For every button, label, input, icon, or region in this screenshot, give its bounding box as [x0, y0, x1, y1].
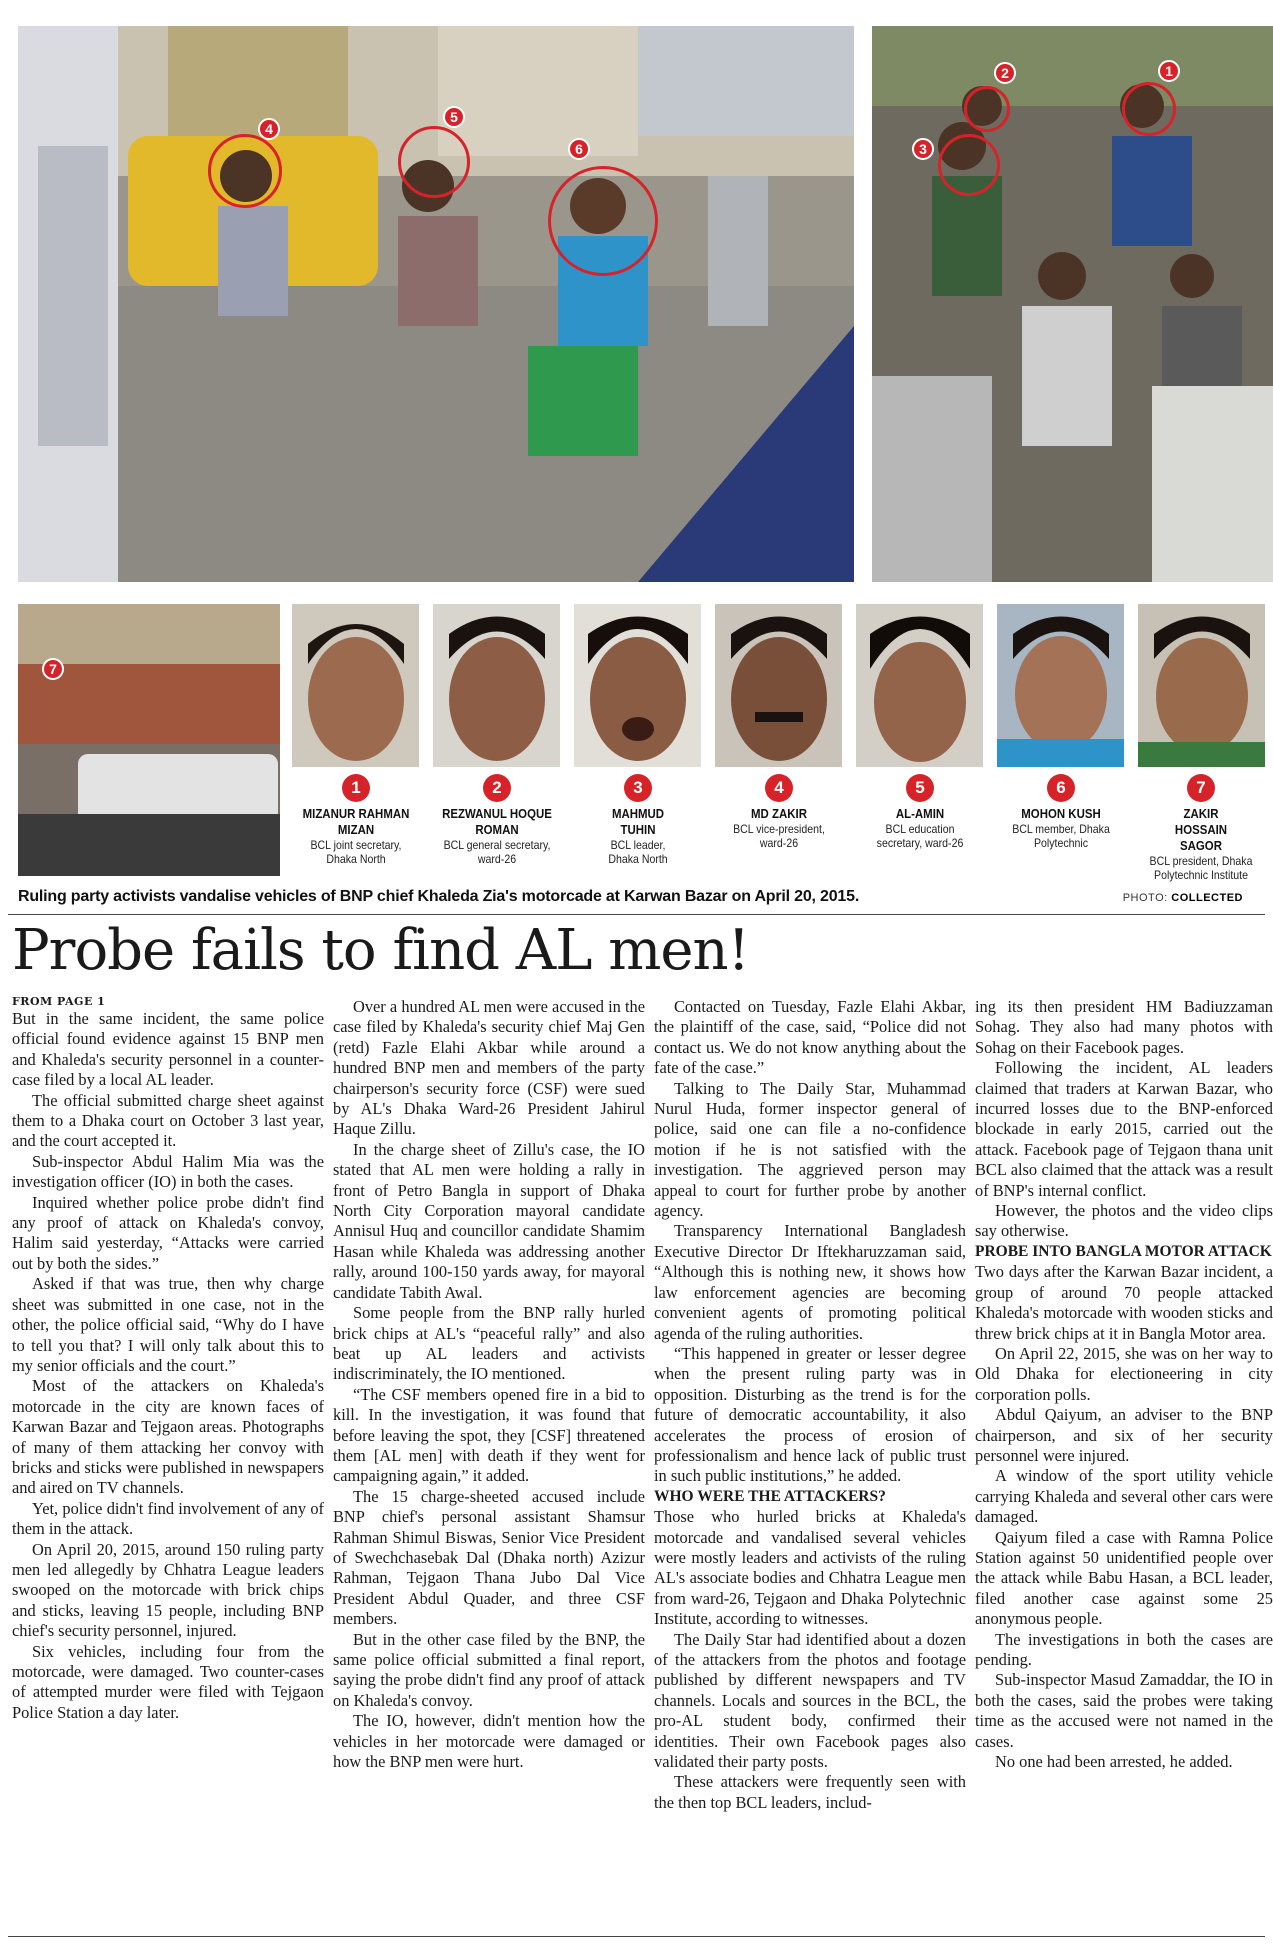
person-role: BCL general secretary, ward-26	[443, 838, 551, 866]
article-column-3	[654, 997, 966, 1813]
person-number: 5	[906, 774, 934, 802]
paragraph: Contacted on Tuesday, Fazle Elahi Akbar, the plaintiff of the case, said, “Police did not contact us. We do not know anything about the fate of the case.”	[654, 997, 966, 1078]
credit-value: COLLECTED	[1171, 892, 1243, 904]
marker-7: 7	[42, 658, 64, 680]
person-number: 2	[483, 774, 511, 802]
paragraph: ing its then president HM Badiuzzaman Sohag. They also had many photos with Sohag on their Facebook pages.	[975, 997, 1273, 1057]
person-role: BCL president, Dhaka Polytechnic Institute	[1149, 854, 1253, 882]
portrait-3	[574, 604, 701, 767]
highlight-ring-3	[938, 134, 1000, 196]
paragraph: Sub-inspector Masud Zamaddar, the IO in both the cases, said the probes were taking time as the accused were not named in the cases.	[975, 1670, 1273, 1751]
paragraph: Yet, police didn't find involvement of any of them in the attack.	[12, 1498, 324, 1539]
paragraph: The Daily Star had identified about a dozen of the attackers from the photos and footage published by different newspapers and TV channels. Locals and sources in the BCL, the pro-AL student body, confirmed their identities. Their own Facebook pages also validated their party posts.	[654, 1629, 966, 1772]
kicker: FROM PAGE 1	[12, 995, 106, 1008]
paragraph: Talking to The Daily Star, Muhammad Nurul Huda, former inspector general of police, said one can file a no-confidence motion if he is not satisfied with the investigation. The aggrieved person may appeal to court for further probe by another agency.	[654, 1078, 966, 1221]
person-card-1	[286, 774, 426, 866]
paragraph: “This happened in greater or lesser degree when the present ruling party was in opposition. Disturbing as the trend is for the future of democratic accountability, it also accelerates the process of erosion of professionalism and hence lack of public trust in such public institutions,” he added.	[654, 1343, 966, 1486]
portrait-6	[997, 604, 1124, 767]
person-role: BCL member, Dhaka Polytechnic	[1012, 822, 1110, 850]
paragraph: Abdul Qaiyum, an adviser to the BNP chairperson, and six of her security personnel were injured.	[975, 1405, 1273, 1465]
person-card-3	[568, 774, 708, 866]
person-name: ZAKIR HOSSAIN SAGOR	[1174, 806, 1228, 853]
person-number: 3	[624, 774, 652, 802]
marker-4: 4	[258, 118, 280, 140]
paragraph: Qaiyum filed a case with Ramna Police Station against 50 unidentified people over the attack while Babu Hasan, a BCL leader, filed another case against some 25 anonymous people.	[975, 1527, 1273, 1629]
photo-credit	[1123, 892, 1243, 904]
paragraph: Six vehicles, including four from the motorcade, were damaged. Two counter-cases of attempted murder were filed with Tejgaon Police Station a day later.	[12, 1641, 324, 1722]
person-card-4	[709, 774, 849, 850]
portrait-7	[1138, 604, 1265, 767]
paragraph: The investigations in both the cases are pending.	[975, 1629, 1273, 1669]
paragraph: Sub-inspector Abdul Halim Mia was the investigation officer (IO) in both the cases.	[12, 1151, 324, 1192]
article-column-1	[12, 995, 324, 1723]
portrait-1	[292, 604, 419, 767]
marker-5: 5	[443, 106, 465, 128]
paragraph: A window of the sport utility vehicle carrying Khaleda and several other cars were damaged.	[975, 1466, 1273, 1527]
person-card-6	[991, 774, 1131, 850]
paragraph: Most of the attackers on Khaleda's motorcade in the city are known faces of Karwan Bazar and Tejgaon areas. Photographs of many of them attacking her convoy with bricks and sticks were published in newspapers and aired on TV channels.	[12, 1376, 324, 1498]
paragraph: Over a hundred AL men were accused in the case filed by Khaleda's security chief Maj Gen (retd) Fazle Elahi Akbar while around a hundred BNP men and members of the party chairperson's security force (CSF) were sued by AL's Dhaka Ward-26 President Jahirul Haque Zillu.	[333, 997, 645, 1139]
marker-2: 2	[994, 62, 1016, 84]
paragraph: Some people from the BNP rally hurled brick chips at AL's “peaceful rally” and also beat up AL leaders and activists indiscriminately, the IO mentioned.	[333, 1303, 645, 1384]
person-name: MAHMUD TUHIN	[611, 806, 665, 837]
marker-3: 3	[912, 138, 934, 160]
article-column-4	[975, 997, 1273, 1772]
person-card-2	[427, 774, 567, 866]
bottom-rule	[8, 1936, 1265, 1937]
highlight-ring-4	[208, 134, 282, 208]
paragraph: In the charge sheet of Zillu's case, the IO stated that AL men were holding a rally in front of Petro Bangla in support of Dhaka North City Corporation mayoral candidate Annisul Huq and councillor candidate Shamim Hasan while Khaleda was addressing another rally, around 100-150 yards away, for mayoral candidate Tabith Awal.	[333, 1139, 645, 1302]
person-name: MOHON KUSH	[1021, 806, 1101, 821]
paragraph: Two days after the Karwan Bazar incident, a group of around 70 people attacked Khaleda's motorcade with wooden sticks and threw brick chips at it in Bangla Motor area.	[975, 1262, 1273, 1343]
person-role: BCL education secretary, ward-26	[876, 822, 964, 850]
marker-6: 6	[568, 138, 590, 160]
paragraph: However, the photos and the video clips say otherwise.	[975, 1201, 1273, 1241]
headline: Probe fails to find AL men!	[12, 918, 750, 983]
person-card-7	[1129, 774, 1273, 882]
subheading-attackers: WHO WERE THE ATTACKERS?	[654, 1487, 886, 1505]
paragraph: Following the incident, AL leaders claimed that traders at Karwan Bazar, who incurred losses due to the BNP-enforced blockade in early 2015, carried out the attack. Facebook page of Tejgaon thana unit BCL also claimed that the attack was a result of BNP's internal conflict.	[975, 1058, 1273, 1200]
paragraph: But in the other case filed by the BNP, the same police official submitted a final report, saying the probe didn't find any proof of attack on Khaleda's convoy.	[333, 1629, 645, 1710]
highlight-ring-6	[548, 166, 658, 276]
portrait-2	[433, 604, 560, 767]
paragraph: Inquired whether police probe didn't find any proof of attack on Khaleda's convoy, Halim said yesterday, “Attacks were carried out by both the sides.”	[12, 1192, 324, 1273]
person-name: MIZANUR RAHMAN MIZAN	[302, 806, 410, 837]
paragraph: No one had been arrested, he added.	[995, 1752, 1233, 1772]
paragraph: Asked if that was true, then why charge sheet was submitted in one case, not in the other, the police official said, “Why do I have to tell you that? I will only talk about this to my senior officials and the court.”	[12, 1274, 324, 1375]
photo-street-attack	[18, 26, 854, 582]
paragraph: The IO, however, didn't mention how the vehicles in her motorcade were damaged or how the BNP men were hurt.	[333, 1711, 645, 1772]
paragraph: “The CSF members opened fire in a bid to kill. In the investigation, it was found that before leaving the spot, they [CSF] threatened them [AL men] with death if they went for campaigning again,” it added.	[333, 1384, 645, 1486]
photo-crowd-right	[872, 26, 1273, 582]
portrait-5	[856, 604, 983, 767]
person-number: 4	[765, 774, 793, 802]
portrait-4	[715, 604, 842, 767]
photo-caption: Ruling party activists vandalise vehicles of BNP chief Khaleda Zia's motorcade at Karwan Bazar on April 20, 2015.	[18, 888, 860, 905]
person-number: 6	[1047, 774, 1075, 802]
paragraph: Transparency International Bangladesh Executive Director Dr Iftekharuzzaman said, “Although this is nothing new, it shows how law enforcement agencies are becoming convenient agents of promoting political agenda of the ruling authorities.	[654, 1221, 966, 1343]
person-name: MD ZAKIR	[751, 806, 807, 821]
highlight-ring-1	[1122, 82, 1176, 136]
caption-rule	[8, 914, 1265, 915]
person-name: AL-AMIN	[895, 806, 945, 821]
subheading-bangla-motor: PROBE INTO BANGLA MOTOR ATTACK	[975, 1242, 1272, 1260]
person-role: BCL leader, Dhaka North	[608, 838, 668, 866]
marker-1: 1	[1158, 60, 1180, 82]
person-role: BCL vice-president, ward-26	[733, 822, 825, 850]
credit-label: PHOTO:	[1122, 892, 1168, 904]
paragraph: On April 20, 2015, around 150 ruling party men led allegedly by Chhatra League leaders swooped on the motorcade with brick chips and sticks, leaving 15 people, including BNP chief's security personnel, injured.	[12, 1539, 324, 1641]
paragraph: Those who hurled bricks at Khaleda's motorcade and vandalised several vehicles were mostly leaders and activists of the ruling AL's associate bodies and Chhatra League men from ward-26, Tejgaon and Dhaka Polytechnic Institute, according to witnesses.	[654, 1507, 966, 1629]
person-name: REZWANUL HOQUE ROMAN	[442, 806, 552, 837]
article-column-2	[333, 997, 645, 1772]
person-role: BCL joint secretary, Dhaka North	[310, 838, 402, 866]
person-card-5	[850, 774, 990, 850]
paragraph: On April 22, 2015, she was on her way to Old Dhaka for electioneering in city corporation polls.	[975, 1343, 1273, 1404]
person-number: 1	[342, 774, 370, 802]
person-number: 7	[1187, 774, 1215, 802]
photo-crowd-small	[18, 604, 280, 876]
paragraph: These attackers were frequently seen with the then top BCL leaders, includ-	[654, 1772, 966, 1812]
paragraph: But in the same incident, the same police official found evidence against 15 BNP men and Khaleda's security personnel in a counter-case filed by a local AL leader.	[12, 1009, 324, 1090]
highlight-ring-5	[398, 126, 470, 198]
paragraph: The 15 charge-sheeted accused include BNP chief's personal assistant Shamsur Rahman Shimul Biswas, Senior Vice President of Swechchasebak Dal (Dhaka north) Azizur Rahman, Tejgaon Thana Jubo Dal Vice President Abdul Quader, and three CSF members.	[333, 1486, 645, 1629]
highlight-ring-2	[964, 86, 1010, 132]
paragraph: The official submitted charge sheet against them to a Dhaka court on October 3 last year, and the court accepted it.	[12, 1090, 324, 1151]
